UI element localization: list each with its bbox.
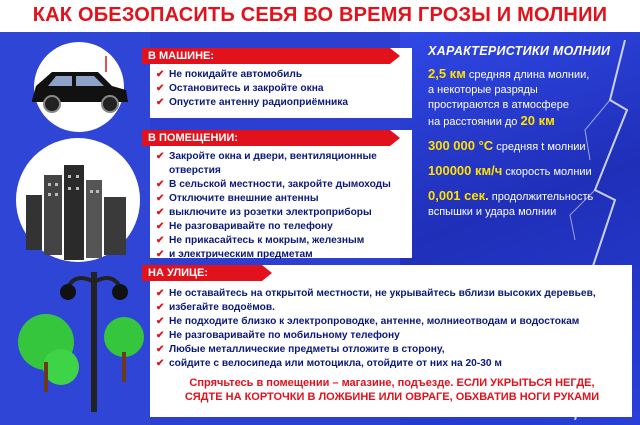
temperature-text: средняя t молнии — [496, 141, 586, 153]
title-bar — [0, 0, 640, 32]
page-title: КАК ОБЕЗОПАСИТЬ СЕБЯ ВО ВРЕМЯ ГРОЗЫ И МОЛНИИ — [32, 4, 608, 26]
tree-and-lamp-icon — [6, 262, 151, 412]
shelter-advice-line-1: Спрячьтесь в помещении – магазине, подъезде. ЕСЛИ УКРЫТЬСЯ НЕГДЕ, — [189, 377, 595, 389]
duration-value: 0,001 сек. — [428, 188, 489, 203]
indoors-panel — [150, 130, 412, 258]
list-item: ✔ Не покидайте автомобиль — [156, 68, 348, 82]
list-item: ✔ Не разговаривайте по мобильному телефону — [156, 329, 626, 343]
list-item: ✔ Не разговаривайте по телефону — [156, 220, 412, 234]
lightning-characteristics — [428, 44, 633, 220]
list-item: ✔ выключите из розетки электроприборы — [156, 206, 412, 220]
list-item: ✔ Не подходите близко к электропроводке, антенне, молниеотводам и водостокам — [156, 315, 626, 329]
list-item: ✔ Опустите антенну радиоприёмника — [156, 96, 348, 110]
list-item: ✔ Отключите внешние антенны — [156, 192, 412, 206]
list-item: ✔ В сельской местности, закройте дымоходы — [156, 178, 412, 192]
length-max: 20 км — [520, 113, 555, 128]
list-item: ✔ Любые металлические предметы отложите в сторону, — [156, 343, 626, 357]
outdoors-list — [156, 287, 626, 371]
car-heading: В МАШИНЕ: — [142, 48, 390, 64]
car-icon — [14, 42, 144, 132]
list-item-continuation: ✔ избегайте водоёмов. — [156, 301, 626, 315]
duration-text: продолжительность — [491, 191, 594, 203]
length-text: средняя длина молнии, — [468, 69, 590, 81]
length-text-2: а некоторые разряды — [428, 84, 538, 96]
list-item-continuation: ✔ сойдите с велосипеда или мотоцикла, отойдите от них на 20-30 м — [156, 357, 626, 371]
list-item: ✔ Не прикасайтесь к мокрым, железным — [156, 234, 412, 248]
length-value: 2,5 км — [428, 66, 466, 81]
duration-text-2: вспышки и удара молнии — [428, 206, 557, 218]
car-list — [156, 68, 348, 110]
length-text-4: на расстоянии до — [428, 116, 518, 128]
speed-value: 100000 км/ч — [428, 163, 503, 178]
list-item: ✔ Не оставайтесь на открытой местности, не укрывайтесь вблизи высоких деревьев, — [156, 287, 626, 301]
city-buildings-icon — [8, 135, 148, 265]
indoors-list — [156, 150, 412, 262]
temperature-value: 300 000 °C — [428, 138, 494, 153]
shelter-advice — [152, 376, 632, 404]
shelter-advice-line-2: СЯДТЕ НА КОРТОЧКИ В ЛОЖБИНЕ ИЛИ ОВРАГЕ, ОБХВАТИВ НОГИ РУКАМИ — [184, 391, 600, 403]
car-panel — [150, 48, 412, 118]
indoors-heading: В ПОМЕЩЕНИИ: — [142, 130, 390, 146]
list-item: ✔ Закройте окна и двери, вентиляционные отверстия — [156, 150, 412, 178]
list-item: ✔ Остановитесь и закройте окна — [156, 82, 348, 96]
speed-text: скорость молнии — [505, 166, 592, 178]
length-text-3: простираются в атмосфере — [428, 99, 569, 111]
outdoors-heading: НА УЛИЦЕ: — [142, 265, 262, 281]
list-item-continuation: ✔ и электрическим предметам — [156, 248, 412, 262]
characteristics-heading: ХАРАКТЕРИСТИКИ МОЛНИИ — [428, 44, 611, 58]
